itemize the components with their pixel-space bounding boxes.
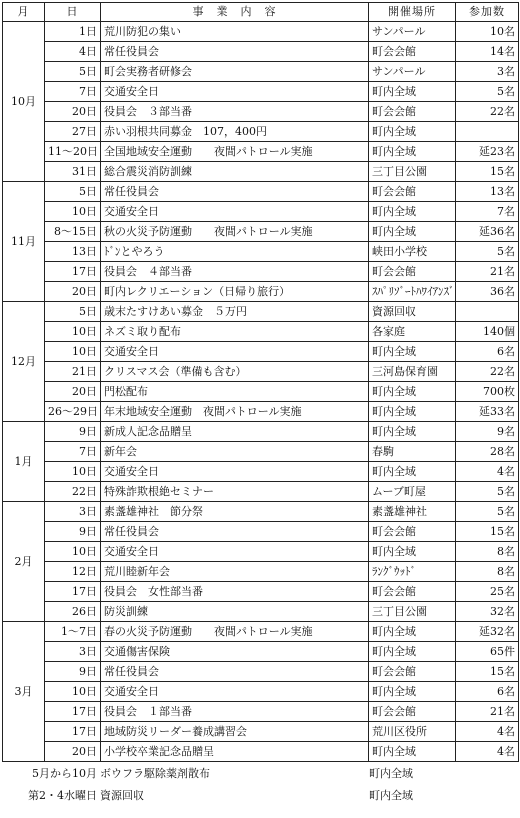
place-cell: 荒川区役所 xyxy=(369,722,456,742)
table-row xyxy=(3,202,519,222)
content-cell: 素盞雄神社 節分祭 xyxy=(101,502,369,522)
table-row xyxy=(3,182,519,202)
place-cell: 素盞雄神社 xyxy=(369,502,456,522)
place-cell: サンパール xyxy=(369,22,456,42)
month-label: 10月 xyxy=(3,22,45,182)
place-cell: 町内全域 xyxy=(369,142,456,162)
table-row xyxy=(3,442,519,462)
note-when: 第2・4水曜日 xyxy=(28,789,97,802)
count-cell: 10名 xyxy=(456,22,519,42)
place-cell: 町会会館 xyxy=(369,522,456,542)
place-cell: 町会会館 xyxy=(369,182,456,202)
table-row xyxy=(3,422,519,442)
table-row xyxy=(3,602,519,622)
table-row xyxy=(3,522,519,542)
count-cell: 21名 xyxy=(456,262,519,282)
day-cell: 10日 xyxy=(45,322,101,342)
table-row xyxy=(3,302,519,322)
count-cell: 5名 xyxy=(456,82,519,102)
count-cell: 6名 xyxy=(456,682,519,702)
day-cell: 20日 xyxy=(45,102,101,122)
place-cell: 町会会館 xyxy=(369,262,456,282)
content-cell: 役員会 １部当番 xyxy=(101,702,369,722)
table-row xyxy=(3,162,519,182)
content-cell: 地域防災リーダー養成講習会 xyxy=(101,722,369,742)
header-content: 事 業 内 容 xyxy=(101,3,369,22)
count-cell: 32名 xyxy=(456,602,519,622)
place-cell: 町内全域 xyxy=(369,742,456,762)
place-cell: 春駒 xyxy=(369,442,456,462)
day-cell: 17日 xyxy=(45,722,101,742)
count-cell: 4名 xyxy=(456,742,519,762)
place-cell: 町内全域 xyxy=(369,222,456,242)
day-cell: 9日 xyxy=(45,522,101,542)
day-cell: 10日 xyxy=(45,682,101,702)
place-cell: 町会会館 xyxy=(369,702,456,722)
count-cell: 65件 xyxy=(456,642,519,662)
count-cell: 22名 xyxy=(456,102,519,122)
day-cell: 9日 xyxy=(45,662,101,682)
table-row xyxy=(3,242,519,262)
header-place: 開催場所 xyxy=(369,3,456,22)
table-row xyxy=(3,462,519,482)
day-cell: 3日 xyxy=(45,502,101,522)
count-cell: 延23名 xyxy=(456,142,519,162)
content-cell: 交通安全日 xyxy=(101,342,369,362)
place-cell: 町内全域 xyxy=(369,422,456,442)
day-cell: 17日 xyxy=(45,262,101,282)
count-cell: 4名 xyxy=(456,722,519,742)
count-cell: 延36名 xyxy=(456,222,519,242)
place-cell: ﾗﾝｸﾞｳｯﾄﾞ xyxy=(369,562,456,582)
place-cell: 町内全域 xyxy=(369,622,456,642)
content-cell: 小学校卒業記念品贈呈 xyxy=(101,742,369,762)
count-cell: 5名 xyxy=(456,482,519,502)
day-cell: 7日 xyxy=(45,82,101,102)
day-cell: 17日 xyxy=(45,582,101,602)
place-cell: 町内全域 xyxy=(369,122,456,142)
table-row xyxy=(3,382,519,402)
day-cell: 5日 xyxy=(45,182,101,202)
table-row xyxy=(3,582,519,602)
content-cell: 防災訓練 xyxy=(101,602,369,622)
note-row xyxy=(0,766,520,782)
content-cell: 役員会 女性部当番 xyxy=(101,582,369,602)
header-month: 月 xyxy=(3,3,45,22)
content-cell: 交通安全日 xyxy=(101,462,369,482)
note-what: 資源回収 xyxy=(100,789,144,802)
day-cell: 11～20日 xyxy=(45,142,101,162)
count-cell: 21名 xyxy=(456,702,519,722)
content-cell: 町内レクリエーション（日帰り旅行） xyxy=(101,282,369,302)
table-row xyxy=(3,102,519,122)
content-cell: 新年会 xyxy=(101,442,369,462)
content-cell: 総合震災消防訓練 xyxy=(101,162,369,182)
count-cell: 6名 xyxy=(456,342,519,362)
place-cell: 町内全域 xyxy=(369,682,456,702)
count-cell xyxy=(456,302,519,322)
day-cell: 20日 xyxy=(45,742,101,762)
place-cell: 町内全域 xyxy=(369,342,456,362)
table-row xyxy=(3,502,519,522)
content-cell: 常任役員会 xyxy=(101,662,369,682)
day-cell: 20日 xyxy=(45,282,101,302)
place-cell: 各家庭 xyxy=(369,322,456,342)
schedule-body xyxy=(3,22,519,762)
table-row xyxy=(3,262,519,282)
note-when: 5月から10月 xyxy=(32,767,97,780)
table-row xyxy=(3,22,519,42)
day-cell: 13日 xyxy=(45,242,101,262)
place-cell: 町内全域 xyxy=(369,462,456,482)
day-cell: 22日 xyxy=(45,482,101,502)
count-cell: 8名 xyxy=(456,562,519,582)
month-label: 12月 xyxy=(3,302,45,422)
table-row xyxy=(3,622,519,642)
place-cell: 町会会館 xyxy=(369,102,456,122)
month-label: 3月 xyxy=(3,622,45,762)
count-cell: 25名 xyxy=(456,582,519,602)
count-cell: 14名 xyxy=(456,42,519,62)
content-cell: 町会実務者研修会 xyxy=(101,62,369,82)
place-cell: 三丁目公園 xyxy=(369,162,456,182)
day-cell: 10日 xyxy=(45,342,101,362)
place-cell: 町内全域 xyxy=(369,202,456,222)
table-row xyxy=(3,682,519,702)
content-cell: 役員会 ４部当番 xyxy=(101,262,369,282)
table-row xyxy=(3,122,519,142)
count-cell: 15名 xyxy=(456,162,519,182)
place-cell: 町内全域 xyxy=(369,382,456,402)
month-label: 1月 xyxy=(3,422,45,502)
day-cell: 4日 xyxy=(45,42,101,62)
table-row xyxy=(3,342,519,362)
header-count: 参加数 xyxy=(456,3,519,22)
content-cell: 交通安全日 xyxy=(101,82,369,102)
table-row xyxy=(3,362,519,382)
count-cell: 9名 xyxy=(456,422,519,442)
place-cell: ムーブ町屋 xyxy=(369,482,456,502)
count-cell: 延33名 xyxy=(456,402,519,422)
place-cell: 町内全域 xyxy=(369,642,456,662)
day-cell: 1日 xyxy=(45,22,101,42)
count-cell: 36名 xyxy=(456,282,519,302)
note-where: 町内全域 xyxy=(369,789,413,802)
place-cell: ｽﾊﾟﾘｿﾞｰﾄﾊﾜｲｱﾝｽﾞ xyxy=(369,282,456,302)
count-cell: 140個 xyxy=(456,322,519,342)
count-cell: 700枚 xyxy=(456,382,519,402)
count-cell: 5名 xyxy=(456,502,519,522)
day-cell: 10日 xyxy=(45,542,101,562)
table-row xyxy=(3,562,519,582)
content-cell: 交通傷害保険 xyxy=(101,642,369,662)
table-row xyxy=(3,662,519,682)
count-cell: 4名 xyxy=(456,462,519,482)
content-cell: 秋の火災予防運動 夜間パトロール実施 xyxy=(101,222,369,242)
content-cell: 門松配布 xyxy=(101,382,369,402)
table-row xyxy=(3,482,519,502)
day-cell: 3日 xyxy=(45,642,101,662)
place-cell: サンパール xyxy=(369,62,456,82)
header-day: 日 xyxy=(45,3,101,22)
note-what: ボウフラ駆除薬剤散布 xyxy=(100,767,210,780)
day-cell: 12日 xyxy=(45,562,101,582)
place-cell: 町会会館 xyxy=(369,42,456,62)
place-cell: 峡田小学校 xyxy=(369,242,456,262)
month-label: 11月 xyxy=(3,182,45,302)
place-cell: 町会会館 xyxy=(369,582,456,602)
content-cell: 新成人記念品贈呈 xyxy=(101,422,369,442)
day-cell: 26日 xyxy=(45,602,101,622)
content-cell: クリスマス会（準備も含む） xyxy=(101,362,369,382)
content-cell: 全国地域安全運動 夜間パトロール実施 xyxy=(101,142,369,162)
day-cell: 5日 xyxy=(45,302,101,322)
content-cell: 年末地域安全運動 夜間パトロール実施 xyxy=(101,402,369,422)
table-row xyxy=(3,62,519,82)
day-cell: 17日 xyxy=(45,702,101,722)
note-where: 町内全域 xyxy=(369,767,413,780)
content-cell: 役員会 ３部当番 xyxy=(101,102,369,122)
day-cell: 26～29日 xyxy=(45,402,101,422)
content-cell: 荒川睦新年会 xyxy=(101,562,369,582)
table-row xyxy=(3,322,519,342)
place-cell: 町内全域 xyxy=(369,82,456,102)
table-row xyxy=(3,402,519,422)
note-row xyxy=(0,788,520,804)
table-row xyxy=(3,642,519,662)
content-cell: 交通安全日 xyxy=(101,542,369,562)
day-cell: 1～7日 xyxy=(45,622,101,642)
content-cell: 常任役員会 xyxy=(101,522,369,542)
table-row xyxy=(3,222,519,242)
count-cell: 8名 xyxy=(456,542,519,562)
place-cell: 三丁目公園 xyxy=(369,602,456,622)
month-label: 2月 xyxy=(3,502,45,622)
day-cell: 5日 xyxy=(45,62,101,82)
day-cell: 10日 xyxy=(45,202,101,222)
table-row xyxy=(3,282,519,302)
table-row xyxy=(3,742,519,762)
place-cell: 三河島保育園 xyxy=(369,362,456,382)
day-cell: 20日 xyxy=(45,382,101,402)
day-cell: 10日 xyxy=(45,462,101,482)
header-row xyxy=(3,3,519,22)
count-cell: 5名 xyxy=(456,242,519,262)
content-cell: 常任役員会 xyxy=(101,182,369,202)
content-cell: 常任役員会 xyxy=(101,42,369,62)
table-row xyxy=(3,722,519,742)
count-cell: 延32名 xyxy=(456,622,519,642)
content-cell: 春の火災予防運動 夜間パトロール実施 xyxy=(101,622,369,642)
table-row xyxy=(3,702,519,722)
content-cell: 赤い羽根共同募金 107，400円 xyxy=(101,122,369,142)
content-cell: 交通安全日 xyxy=(101,202,369,222)
count-cell xyxy=(456,122,519,142)
event-schedule-table xyxy=(2,2,519,762)
place-cell: 町内全域 xyxy=(369,542,456,562)
place-cell: 町内全域 xyxy=(369,402,456,422)
count-cell: 28名 xyxy=(456,442,519,462)
table-row xyxy=(3,142,519,162)
day-cell: 27日 xyxy=(45,122,101,142)
count-cell: 7名 xyxy=(456,202,519,222)
day-cell: 21日 xyxy=(45,362,101,382)
content-cell: 交通安全日 xyxy=(101,682,369,702)
day-cell: 8～15日 xyxy=(45,222,101,242)
content-cell: 特殊詐欺根絶セミナー xyxy=(101,482,369,502)
day-cell: 31日 xyxy=(45,162,101,182)
content-cell: ネズミ取り配布 xyxy=(101,322,369,342)
content-cell: ﾄﾞﾝとやろう xyxy=(101,242,369,262)
table-row xyxy=(3,82,519,102)
day-cell: 7日 xyxy=(45,442,101,462)
place-cell: 町会会館 xyxy=(369,662,456,682)
count-cell: 15名 xyxy=(456,662,519,682)
count-cell: 15名 xyxy=(456,522,519,542)
table-row xyxy=(3,542,519,562)
count-cell: 3名 xyxy=(456,62,519,82)
count-cell: 13名 xyxy=(456,182,519,202)
content-cell: 荒川防犯の集い xyxy=(101,22,369,42)
count-cell: 22名 xyxy=(456,362,519,382)
place-cell: 資源回収 xyxy=(369,302,456,322)
content-cell: 歳末たすけあい募金 ５万円 xyxy=(101,302,369,322)
table-row xyxy=(3,42,519,62)
day-cell: 9日 xyxy=(45,422,101,442)
